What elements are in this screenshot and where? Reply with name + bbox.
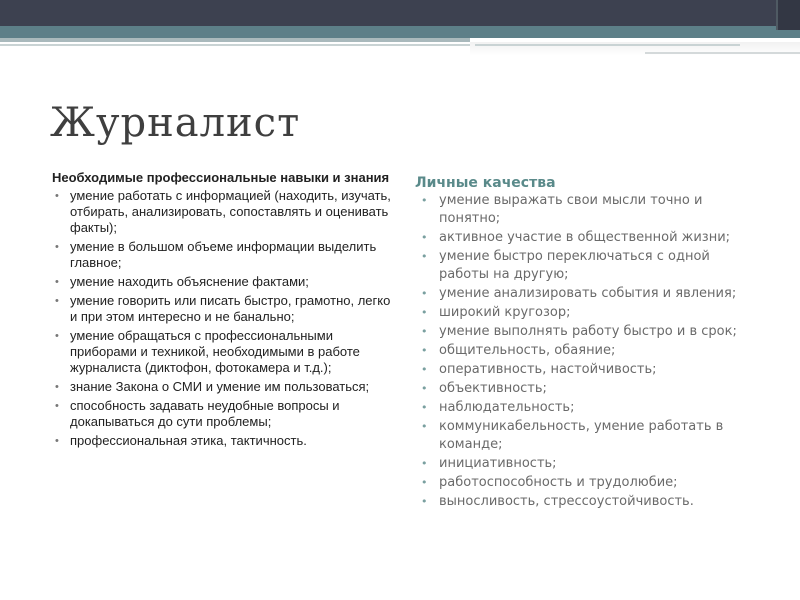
skills-list <box>52 188 397 449</box>
bullet-icon: • <box>55 241 59 253</box>
header-bar-accent <box>0 26 800 38</box>
bullet-icon: • <box>421 420 428 433</box>
list-item: • способность задавать неудобные вопросы и докапываться до сути проблемы; <box>55 398 340 429</box>
list-item: • наблюдательность; <box>421 400 575 415</box>
skills-column <box>52 170 397 452</box>
bullet-icon: • <box>421 250 428 263</box>
list-item: • умение анализировать события и явления; <box>421 286 737 301</box>
list-item: • оперативность, настойчивость; <box>421 362 657 377</box>
qualities-heading: Личные качества <box>415 175 556 191</box>
list-item: • умение работать с информацией (находить, изучать, отбирать, анализировать, сопоставлять и оценивать факты); <box>55 188 391 235</box>
decor-line-left <box>0 44 470 46</box>
bullet-icon: • <box>421 194 428 207</box>
list-item: • инициативность; <box>421 456 557 471</box>
bullet-icon: • <box>421 344 428 357</box>
bullet-icon: • <box>421 495 428 508</box>
list-item: • умение говорить или писать быстро, грамотно, легко и при этом интересно и не банально; <box>55 293 391 324</box>
bullet-icon: • <box>421 401 428 414</box>
bullet-icon: • <box>421 287 428 300</box>
list-item: • знание Закона о СМИ и умение им пользоваться; <box>55 379 370 394</box>
bullet-icon: • <box>55 381 59 393</box>
bullet-icon: • <box>421 231 428 244</box>
header-bar-dark <box>0 0 800 26</box>
list-item: • умение находить объяснение фактами; <box>55 274 309 289</box>
list-item: • умение выполнять работу быстро и в срок; <box>421 324 737 339</box>
list-item: • умение в большом объеме информации выделить главное; <box>55 239 377 270</box>
bullet-icon: • <box>55 190 59 202</box>
corner-block <box>776 0 800 30</box>
decor-line-right <box>645 52 800 54</box>
list-item: • активное участие в общественной жизни; <box>421 230 731 245</box>
list-item: • профессиональная этика, тактичность. <box>55 433 307 448</box>
list-item: • умение обращаться с профессиональными приборами и техникой, необходимыми в работе журналиста (диктофон, фотокамера и т.д.); <box>55 328 360 375</box>
list-item: • объективность; <box>421 381 547 396</box>
bullet-icon: • <box>55 276 59 288</box>
decor-line-middle <box>475 44 740 46</box>
list-item: • общительность, обаяние; <box>421 343 616 358</box>
list-item: • умение выражать свои мысли точно и понятно; <box>421 193 703 226</box>
bullet-icon: • <box>55 295 59 307</box>
list-item: • коммуникабельность, умение работать в команде; <box>421 419 724 452</box>
skills-heading: Необходимые профессиональные навыки и знания <box>52 170 390 185</box>
bullet-icon: • <box>421 457 428 470</box>
list-item: • широкий кругозор; <box>421 305 571 320</box>
list-item: • умение быстро переключаться с одной работы на другую; <box>421 249 710 282</box>
bullet-icon: • <box>55 330 59 342</box>
bullet-icon: • <box>55 435 59 447</box>
list-item: • выносливость, стрессоустойчивость. <box>421 494 694 509</box>
slide-title: Журналист <box>50 100 301 146</box>
bullet-icon: • <box>421 306 428 319</box>
bullet-icon: • <box>421 363 428 376</box>
bullet-icon: • <box>421 382 428 395</box>
bullet-icon: • <box>421 325 428 338</box>
bullet-icon: • <box>55 400 59 412</box>
qualities-list <box>415 192 760 511</box>
bullet-icon: • <box>421 476 428 489</box>
list-item: • работоспособность и трудолюбие; <box>421 475 678 490</box>
qualities-column <box>415 170 760 512</box>
